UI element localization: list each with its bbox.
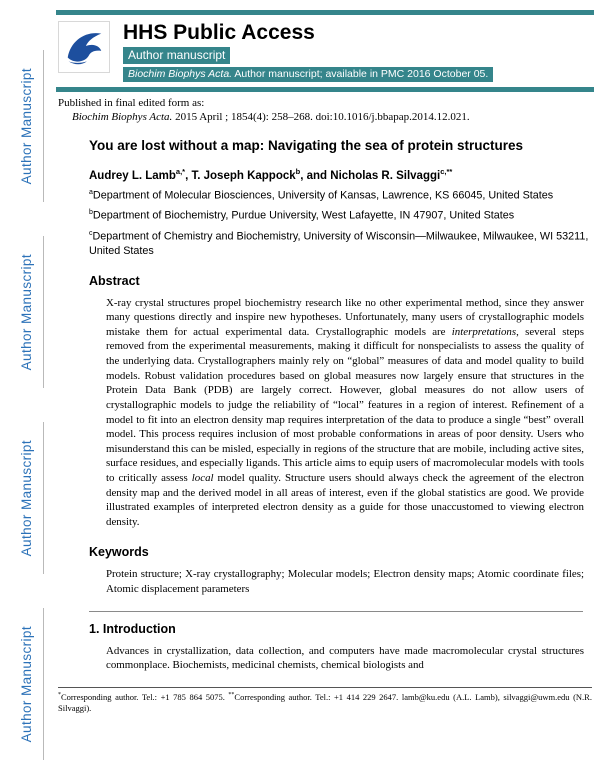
email-link[interactable]: lamb@ku.edu [401,691,450,702]
header-citation-journal: Biochim Biophys Acta. [128,68,233,81]
affiliation-text: Department of Chemistry and Biochemistry, University of Wisconsin—Milwaukee, Milwaukee, WI 53211, United States [89,230,589,257]
footnote-segment: Corresponding author. Tel.: +1 414 229 2647. [234,691,402,702]
author-name: Audrey L. Lamb [89,169,176,182]
affiliation-marker: c [89,229,93,237]
watermark-author-manuscript [10,236,44,388]
manuscript-content [54,0,600,776]
author-separator: , [185,169,192,182]
published-lead: Published in final edited form as: [58,97,205,110]
watermark-label: Author Manuscript [19,439,34,557]
affiliation-text: Department of Molecular Biosciences, University of Kansas, Lawrence, KS 66045, United States [92,189,554,202]
published-rest: 2015 April ; 1854(4): 258–268. doi:10.1016/j.bbapap.2014.12.021. [172,111,470,124]
introduction-text: Advances in crystallization, data collection, and computers have made macromolecular crystal structures commonplace. Biochemists, medicinal chemists, chemical biologists and [106,644,584,672]
footnote-segment: (A.L. Lamb), [449,691,504,702]
section-divider [89,611,583,612]
published-citation [72,110,594,124]
author-affiliation-marker: c,** [440,166,453,176]
header-citation-rest: Author manuscript; available in PMC 2016 October 05. [232,68,489,81]
introduction-heading: 1. Introduction [89,621,176,636]
affiliation [89,188,589,203]
footnote-segment: Corresponding author. Tel.: +1 785 864 5075. [61,691,229,702]
author-name: Nicholas R. Silvaggi [330,169,441,182]
footnote-text [58,691,592,715]
author-separator: , and [300,169,331,182]
abstract-segment: , several steps removed from the experimental measurements, making it difficult for nonspecialists to assess the quality of the underlying data. Crystallographers mainly rely on “global” measures of data and model quality to build models. Robust validation procedures based on global measures now largely ensure that structures in the Protein Data Bank (PDB) are largely correct. However, global measures do not allow users of crystallographic models to judge the reliability of “local” features in a region of interest. Refinement of a model to fit into an electron density map requires interpretation of the data to produce a single “best” overall model. This process requires inclusion of most probable conformations in areas of poor density. Users who misunderstand this can be misled, especially in regions of the structure that are mobile, including active sites, surface residues, and especially ligands. This article aims to equip users of macromolecular models with tools to critically assess [106,325,584,484]
published-journal: Biochim Biophys Acta. [72,111,173,124]
affiliation [89,208,589,223]
abstract-text [106,296,584,530]
affiliation-marker: b [89,209,93,217]
email-link[interactable]: silvaggi@uwm.edu [503,691,570,702]
header-text-block [123,21,493,82]
author-list [89,167,594,182]
watermark-label: Author Manuscript [19,67,34,185]
header-subtitle-badge: Author manuscript [123,47,230,64]
header-citation-badge [123,67,493,82]
published-block [58,96,594,125]
author-name: T. Joseph Kappock [191,169,296,182]
author-affiliation-marker: a,* [175,166,186,176]
abstract-segment-italic: local [191,471,214,484]
footnote-marker: ** [228,691,235,698]
abstract-segment: model quality. Structure users should always check the agreement of the electron density map and the derived model in all areas of interest, even if the global statistics are good. We provide illustrated examples of interpreted electron density as a guide for those unaccustomed to viewing electron density. [106,471,584,528]
abstract-segment: X-ray crystal structures propel biochemistry research like no other experimental method, since they answer many questions directly and inspire new hypotheses. Unfortunately, many users of crystallographic models mistake them for actual experimental data. Crystallographic models are [106,296,584,338]
author-affiliation-marker: b [295,166,301,176]
watermark-label: Author Manuscript [19,253,34,371]
pmc-header [56,15,594,87]
footnote-segment: (N.R. Silvaggi). [58,691,592,714]
article-title: You are lost without a map: Navigating the sea of protein structures [89,137,524,153]
hhs-logo-icon [58,21,110,73]
footnote-divider [58,687,592,688]
watermark-author-manuscript [10,422,44,574]
abstract-segment-italic: interpretations [451,325,517,338]
keywords-heading: Keywords [89,545,149,560]
watermark-author-manuscript [10,608,44,760]
watermark-label: Author Manuscript [19,625,34,743]
header-bottom-rule [56,87,594,92]
watermark-sidebar [0,0,54,776]
keywords-text: Protein structure; X-ray crystallography; Molecular models; Electron density maps; Atomic coordinate files; Atomic displacement parameters [106,568,584,595]
footnote-marker: * [58,691,61,698]
watermark-author-manuscript [10,50,44,202]
affiliation-text: Department of Biochemistry, Purdue University, West Lafayette, IN 47907, United States [92,209,515,222]
affiliation [89,229,589,258]
abstract-heading: Abstract [89,273,140,288]
header-title: HHS Public Access [123,21,315,44]
affiliation-marker: a [89,188,93,196]
